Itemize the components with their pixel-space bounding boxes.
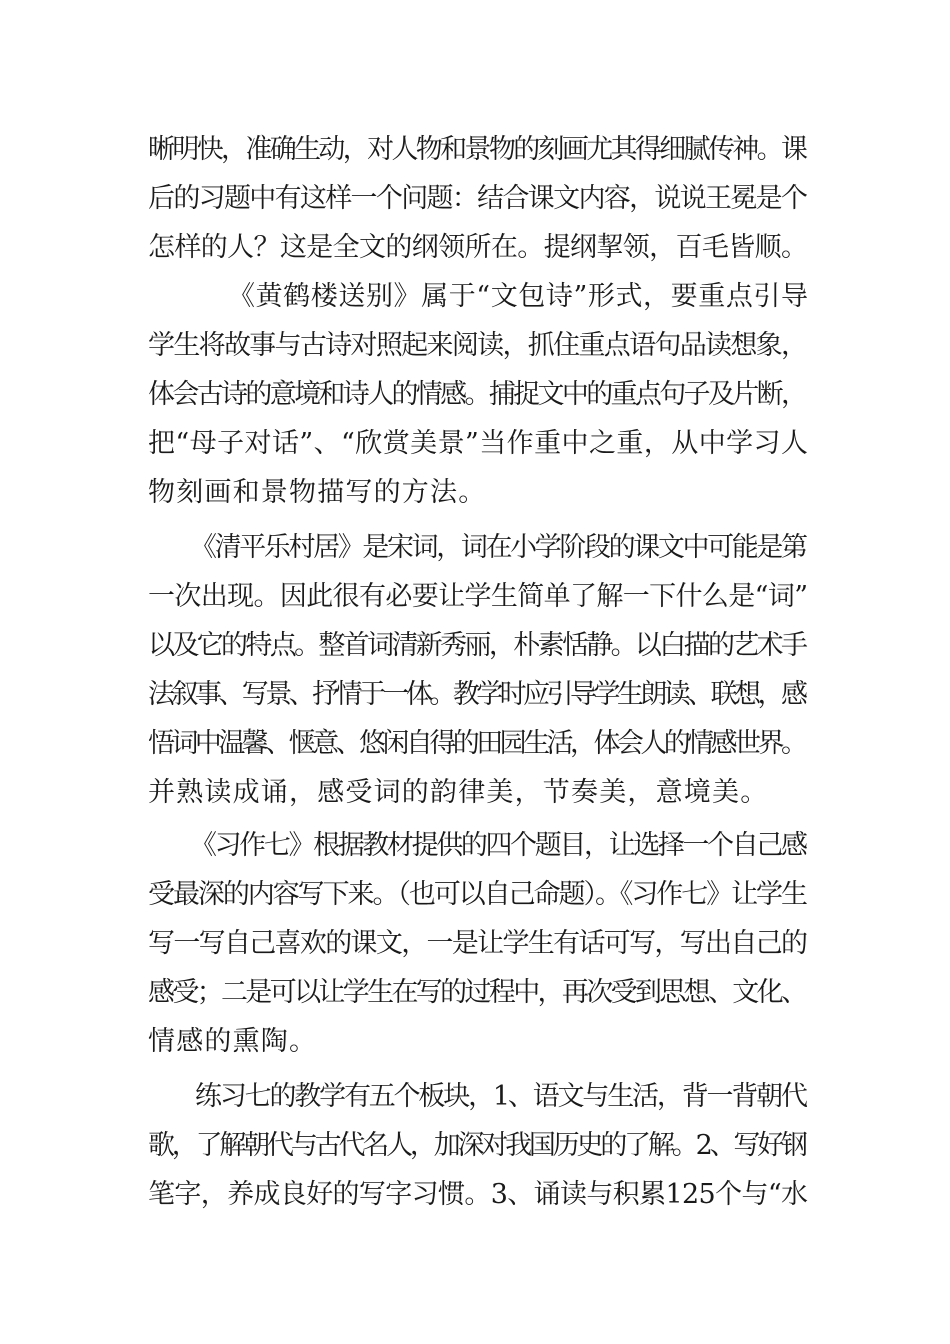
text-line: 怎样的人？这是全文的纲领所在。提纲挈领，百毛皆顺。: [148, 232, 808, 263]
text-line: 一次出现。因此很有必要让学生简单了解一下什么是“词”: [148, 581, 808, 612]
text-line: 受最深的内容写下来。（也可以自己命题）。《习作七》让学生: [148, 879, 806, 910]
text-line: 《黄鹤楼送别》属于“文包诗”形式，要重点引导: [228, 281, 809, 312]
text-line: 写一写自己喜欢的课文，一是让学生有话可写，写出自己的: [148, 928, 807, 959]
text-line: 学生将故事与古诗对照起来阅读，抓住重点语句品读想象，: [148, 330, 807, 361]
text-line: 并熟读成诵，感受词的韵律美，节奏美，意境美。: [148, 777, 769, 808]
text-line: 悟词中温馨、惬意、悠闲自得的田园生活，体会人的情感世界。: [148, 728, 805, 759]
text-line: 法叙事、写景、抒情于一体。教学时应引导学生朗读、联想，感: [148, 679, 805, 710]
text-line: 以及它的特点。整首词清新秀丽，朴素恬静。以白描的艺术手: [148, 630, 806, 661]
text-line: 笔字，养成良好的写字习惯。3、诵读与积累125个与“水: [148, 1179, 808, 1210]
text-line: 感受；二是可以让学生在写的过程中，再次受到思想、文化、: [148, 977, 806, 1008]
text-line: 《清平乐村居》是宋词，词在小学阶段的课文中可能是第: [190, 532, 806, 563]
text-line: 物刻画和景物描写的方法。: [148, 477, 487, 508]
text-line: 歌，了解朝代与古代名人，加深对我国历史的了解。2、写好钢: [148, 1130, 805, 1161]
text-line: 后的习题中有这样一个问题：结合课文内容，说说王冕是个: [148, 183, 807, 214]
text-line: 把“母子对话”、“欣赏美景”当作重中之重，从中学习人: [148, 428, 809, 459]
text-line: 体会古诗的意境和诗人的情感。捕捉文中的重点句子及片断，: [148, 379, 806, 410]
text-line: 情感的熏陶。: [148, 1026, 318, 1057]
text-line: 晰明快，准确生动，对人物和景物的刻画尤其得细腻传神。课: [148, 134, 806, 165]
text-line: 练习七的教学有五个板块，1、语文与生活，背一背朝代: [195, 1081, 806, 1112]
text-line: 《习作七》根据教材提供的四个题目，让选择一个自己感: [190, 830, 806, 861]
